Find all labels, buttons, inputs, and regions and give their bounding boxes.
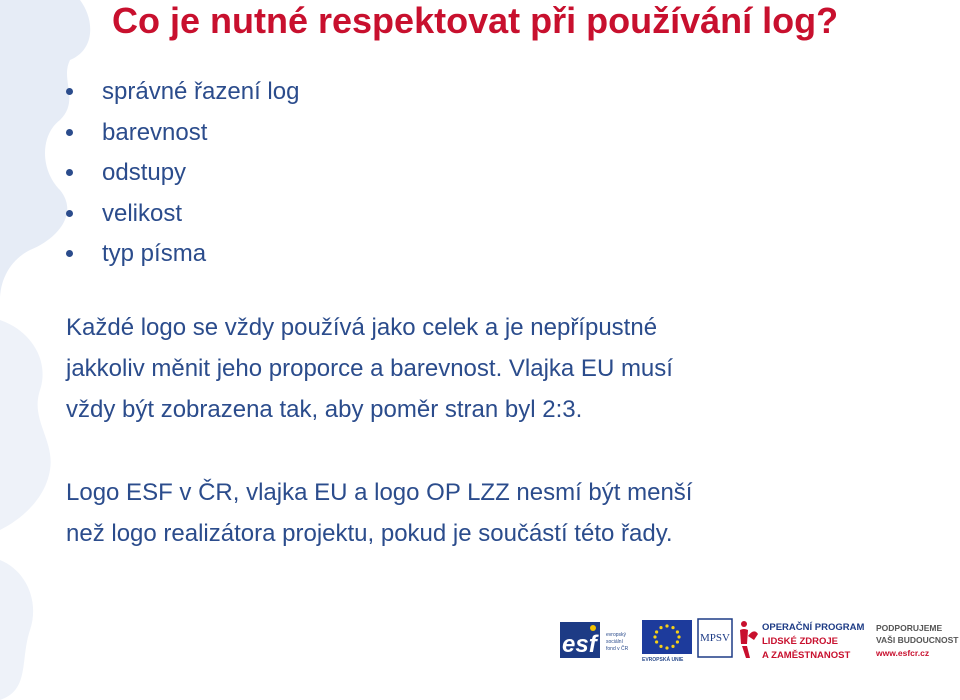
paragraph-logo-size [66, 472, 692, 554]
paragraph-line: jakkoliv měnit jeho proporce a barevnost. Vlajka EU musí [66, 355, 673, 382]
op-lzz-logo [738, 618, 868, 662]
bullet-icon [66, 169, 73, 176]
bullet-list [66, 72, 299, 275]
list-item-text: odstupy [102, 159, 187, 186]
support-slogan [876, 622, 960, 662]
list-item-text: správné řazení log [102, 78, 300, 105]
bullet-icon [66, 88, 73, 95]
esf-caption-line: fond v ČR [606, 646, 629, 652]
esf-caption-line: sociální [606, 639, 623, 645]
support-line: VAŠI BUDOUCNOST [876, 635, 959, 645]
op-line: OPERAČNÍ PROGRAM [762, 622, 865, 633]
esf-mark: esf [562, 631, 597, 658]
eu-flag-icon [638, 620, 700, 662]
mpsv-mark: MPSV [700, 632, 730, 644]
bullet-icon [66, 250, 73, 257]
support-line: PODPORUJEME [876, 623, 943, 633]
logo-bar [560, 612, 960, 662]
paragraph-line: než logo realizátora projektu, pokud je součástí této řady. [66, 520, 673, 547]
paragraph-logo-integrity [66, 307, 673, 430]
list-item [66, 113, 299, 154]
list-item [66, 194, 299, 235]
list-item-text: velikost [102, 199, 183, 227]
list-item [66, 72, 299, 113]
bullet-icon [66, 129, 73, 136]
op-line: A ZAMĚSTNANOST [762, 650, 851, 661]
op-line: LIDSKÉ ZDROJE [762, 636, 839, 647]
bullet-icon [66, 210, 73, 217]
list-item [66, 234, 299, 275]
esf-caption-line: evropský [606, 632, 627, 638]
eu-caption: EVROPSKÁ UNIE [642, 657, 684, 662]
list-item-text: barevnost [102, 118, 208, 146]
list-item-text: typ písma [102, 240, 207, 267]
support-url: www.esfcr.cz [876, 648, 930, 658]
paragraph-line: Logo ESF v ČR, vlajka EU a logo OP LZZ nesmí být menší [66, 479, 693, 506]
paragraph-line: vždy být zobrazena tak, aby poměr stran byl 2:3. [66, 396, 583, 423]
paragraph-line: Každé logo se vždy používá jako celek a je nepřípustné [66, 314, 658, 341]
list-item [66, 153, 299, 194]
page-title: Co je nutné respektovat při používání log? [112, 0, 839, 41]
mpsv-logo [697, 618, 733, 658]
